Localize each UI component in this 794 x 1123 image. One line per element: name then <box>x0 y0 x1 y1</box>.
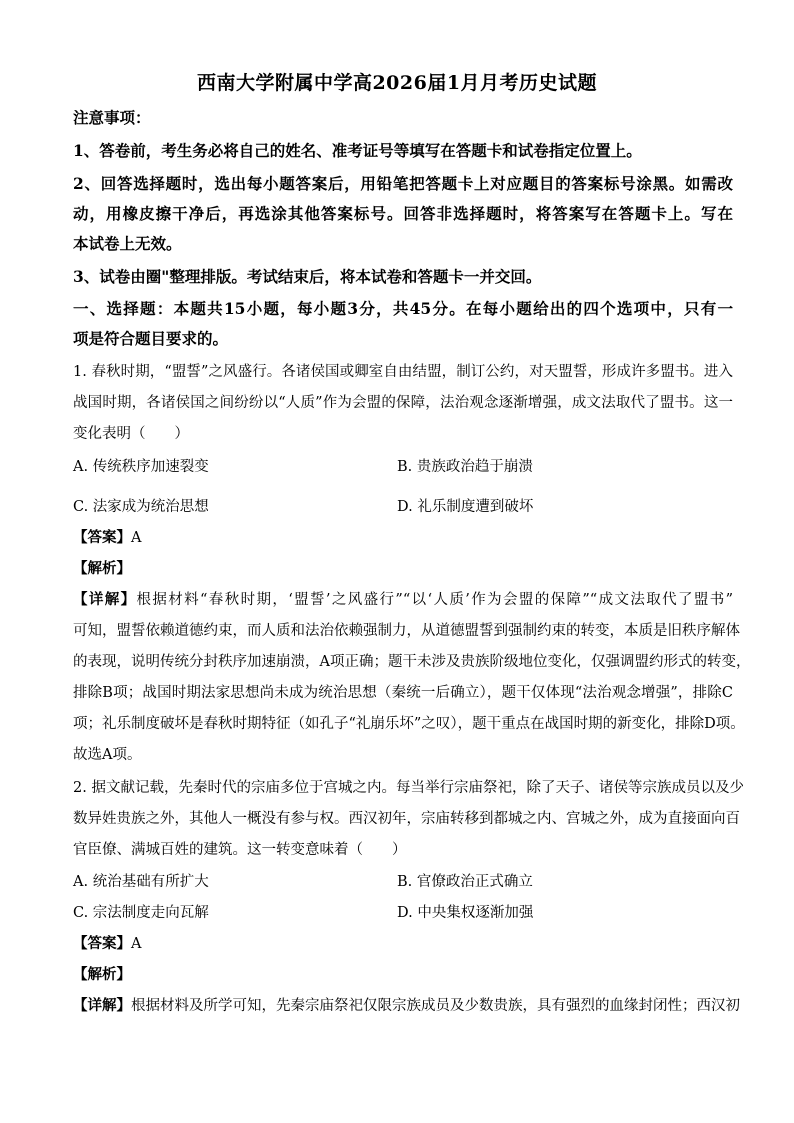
q2-detail-label: 【详解】 <box>73 997 131 1014</box>
q2-answer-label: 【答案】 <box>73 935 131 952</box>
q1-option-a: A. 传统秩序加速裂变 <box>73 459 209 475</box>
q1-answer-label: 【答案】 <box>73 529 131 546</box>
q1-detail-text-1: 根据材料“春秋时期，‘盟誓’之风盛行”“以‘人质’作为会盟的保障”“成文法取代了盟书” <box>136 592 733 608</box>
notice-heading: 注意事项： <box>73 108 151 127</box>
q1-detail-line-1 <box>73 588 733 609</box>
q1-answer-value: A <box>131 530 142 546</box>
q2-stem-line-3: 官臣僚、满城百姓的建筑。这一转变意味着（ ） <box>73 842 407 858</box>
q2-stem-line-1: 2. 据文献记载，先秦时代的宗庙多位于宫城之内。每当举行宗庙祭祀，除了天子、诸侯等宗族成员以及少 <box>73 780 744 796</box>
q1-analysis <box>73 557 733 578</box>
q2-analysis <box>73 963 733 984</box>
q1-stem-line-1: 1. 春秋时期，“盟誓”之风盛行。各诸侯国或卿室自由结盟，制订公约，对天盟誓，形成许多盟书。进入 <box>73 364 733 380</box>
q2-analysis-label: 【解析】 <box>73 966 131 983</box>
q1-detail-line-2: 可知，盟誓依赖道德约束，而人质和法治依赖强制力，从道德盟誓到强制约束的转变，本质是旧秩序解体 <box>73 623 740 639</box>
q1-detail-line-6: 故选A项。 <box>73 747 142 763</box>
q2-answer-value: A <box>131 936 142 952</box>
q1-option-b: B. 贵族政治趋于崩溃 <box>397 459 533 475</box>
section-heading-line-2: 项是符合题目要求的。 <box>73 329 229 348</box>
q1-detail-line-3: 的表现，说明传统分封秩序加速崩溃，A项正确；题干未涉及贵族阶级地位变化，仅强调盟约形式的转变， <box>73 654 751 670</box>
notice-item-2-line-3: 本试卷上无效。 <box>73 234 182 253</box>
notice-item-1: 1、答卷前，考生务必将自己的姓名、准考证号等填写在答题卡和试卷指定位置上。 <box>73 141 642 160</box>
q1-detail-label: 【详解】 <box>73 591 137 608</box>
q2-option-c: C. 宗法制度走向瓦解 <box>73 905 209 921</box>
q1-analysis-label: 【解析】 <box>73 560 131 577</box>
q1-stem-line-2: 战国时期，各诸侯国之间纷纷以“人质”作为会盟的保障，法治观念逐渐增强，成文法取代了盟书。这一 <box>73 395 733 411</box>
q2-detail-line-1 <box>73 994 740 1015</box>
q2-stem-line-2: 数异姓贵族之外，其他人一概没有参与权。西汉初年，宗庙转移到都城之内、宫城之外，成为直接面向百 <box>73 811 740 827</box>
q1-detail-line-4: 排除B项；战国时期法家思想尚未成为统治思想（秦统一后确立），题干仅体现“法治观念增强”，排除C <box>73 685 733 701</box>
notice-item-3: 3、试卷由圈"整理排版。考试结束后，将本试卷和答题卡一并交回。 <box>73 267 542 286</box>
q2-detail-text-1: 根据材料及所学可知，先秦宗庙祭祀仅限宗族成员及少数贵族，具有强烈的血缘封闭性；西汉初 <box>131 998 740 1014</box>
q2-option-a: A. 统治基础有所扩大 <box>73 874 209 890</box>
q1-stem-line-3: 变化表明（ ） <box>73 426 189 442</box>
q1-answer <box>73 526 733 547</box>
q2-option-b: B. 官僚政治正式确立 <box>397 874 533 890</box>
q1-detail-line-5: 项；礼乐制度破坏是春秋时期特征（如孔子“礼崩乐坏”之叹），题干重点在战国时期的新变化，排除D项。 <box>73 716 745 732</box>
q2-answer <box>73 932 733 953</box>
q2-option-d: D. 中央集权逐渐加强 <box>397 905 534 921</box>
section-heading-line-1: 一、选择题：本题共15小题，每小题3分，共45分。在每小题给出的四个选项中，只有一 <box>73 299 733 318</box>
q1-option-c: C. 法家成为统治思想 <box>73 499 209 515</box>
notice-item-2-line-2: 动，用橡皮擦干净后，再选涂其他答案标号。回答非选择题时，将答案写在答题卡上。写在 <box>73 204 733 223</box>
notice-item-2-line-1: 2、回答选择题时，选出每小题答案后，用铅笔把答题卡上对应题目的答案标号涂黑。如需改 <box>73 174 733 193</box>
q1-option-d: D. 礼乐制度遭到破坏 <box>397 499 534 515</box>
page-title: 西南大学附属中学高2026届1月月考历史试题 <box>196 72 598 94</box>
